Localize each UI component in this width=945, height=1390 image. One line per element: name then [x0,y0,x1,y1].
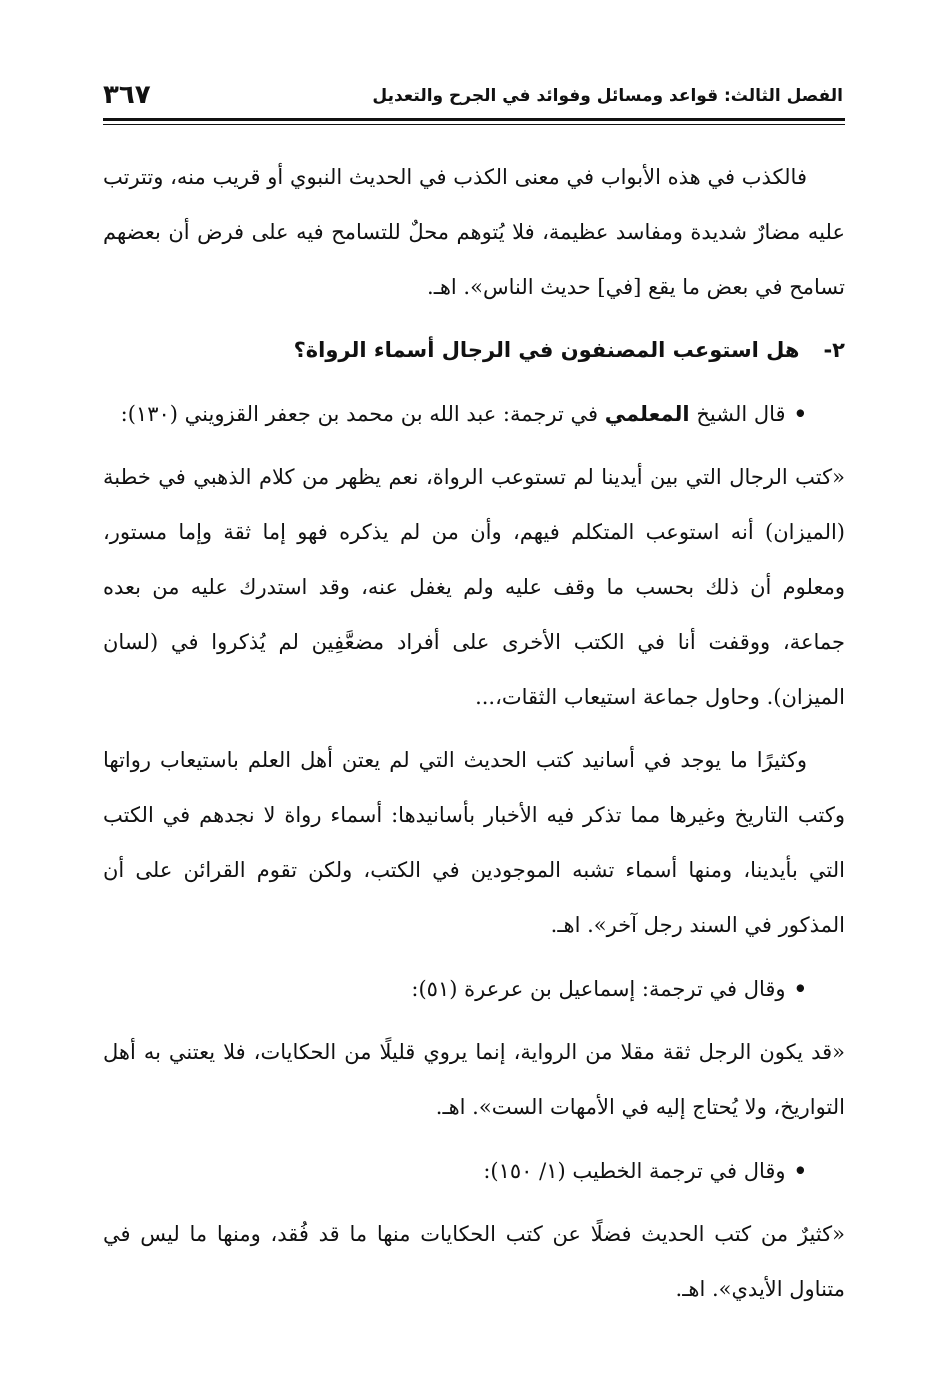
quote-lost-books: «كثيرٌ من كتب الحديث فضلًا عن كتب الحكايات منها ما قد فُقد، ومنها ما ليس في متناول الأيدي». اهـ. [103,1222,845,1301]
section-heading [103,323,845,378]
header-rule-thin [103,124,845,125]
bullet-rest: في ترجمة: عبد الله بن محمد بن جعفر القزويني (١٣٠): [120,402,599,426]
quote-trustworthy-narrator: «قد يكون الرجل ثقة مقلا من الرواية، إنما يروي قليلًا من الحكايات، فلا يعتني به أهل التواريخ، ولا يُحتاج إليه في الأمهات الست». اهـ. [103,1040,845,1119]
bullet-ismail-biography [103,961,845,1017]
bullet-text: وقال في ترجمة: إسماعيل بن عرعرة (٥١): [411,977,786,1001]
page-body [103,150,845,1325]
bullet-icon: • [793,401,807,426]
page-header [103,80,843,116]
bullet-icon: • [793,1158,807,1183]
paragraph-unknown-narrators: وكثيرًا ما يوجد في أسانيد كتب الحديث التي لم يعتن أهل العلم باستيعاب رواتها وكتب التاريخ وغيرها مما تذكر فيه الأخبار بأسانيدها: أسماء رواة لا نجدهم في الكتب التي بأيدينا، ومنها أسماء تشبه الموجودين في الكتب، ولكن تقوم القرائن على أن المذكور في السند رجل آخر». اهـ. [103,748,845,937]
quote-rijal-books: «كتب الرجال التي بين أيدينا لم تستوعب الرواة، نعم يظهر من كلام الذهبي في خطبة (الميزان) أنه استوعب المتكلم فيهم، وأن من لم يذكره فهو إما ثقة وإما مستور، ومعلوم أن ذلك بحسب ما وقف عليه ولم يغفل عنه، وقد استدرك عليه من بعده جماعة، ووقفت أنا في الكتب الأخرى على أفراد مضعَّفِين لم يُذكروا في (لسان الميزان). وحاول جماعة استيعاب الثقات،... [103,465,845,709]
scholar-name: المعلمي [604,402,690,426]
chapter-title: الفصل الثالث: قواعد ومسائل وفوائد في الجرح والتعديل [372,86,843,106]
bullet-icon: • [793,976,807,1001]
page-number: ٣٦٧ [103,80,151,110]
section-number: ٢- [823,338,845,362]
paragraph-lying-in-hadith: فالكذب في هذه الأبواب في معنى الكذب في الحديث النبوي أو قريب منه، وتترتب عليه مضارٌ شديدة ومفاسد عظيمة، فلا يُتوهم محلٌ للتسامح فيه على فرض أن بعضهم تسامح في بعض ما يقع [في] حديث الناس». اهـ. [103,165,845,299]
bullet-quote-muallimi [103,386,845,442]
bullet-khatib-biography [103,1143,845,1199]
section-title: هل استوعب المصنفون في الرجال أسماء الرواة؟ [293,338,800,362]
bullet-prefix: قال الشيخ [696,402,786,426]
bullet-text: وقال في ترجمة الخطيب (١/ ١٥٠): [483,1159,786,1183]
header-rule-thick [103,118,845,121]
